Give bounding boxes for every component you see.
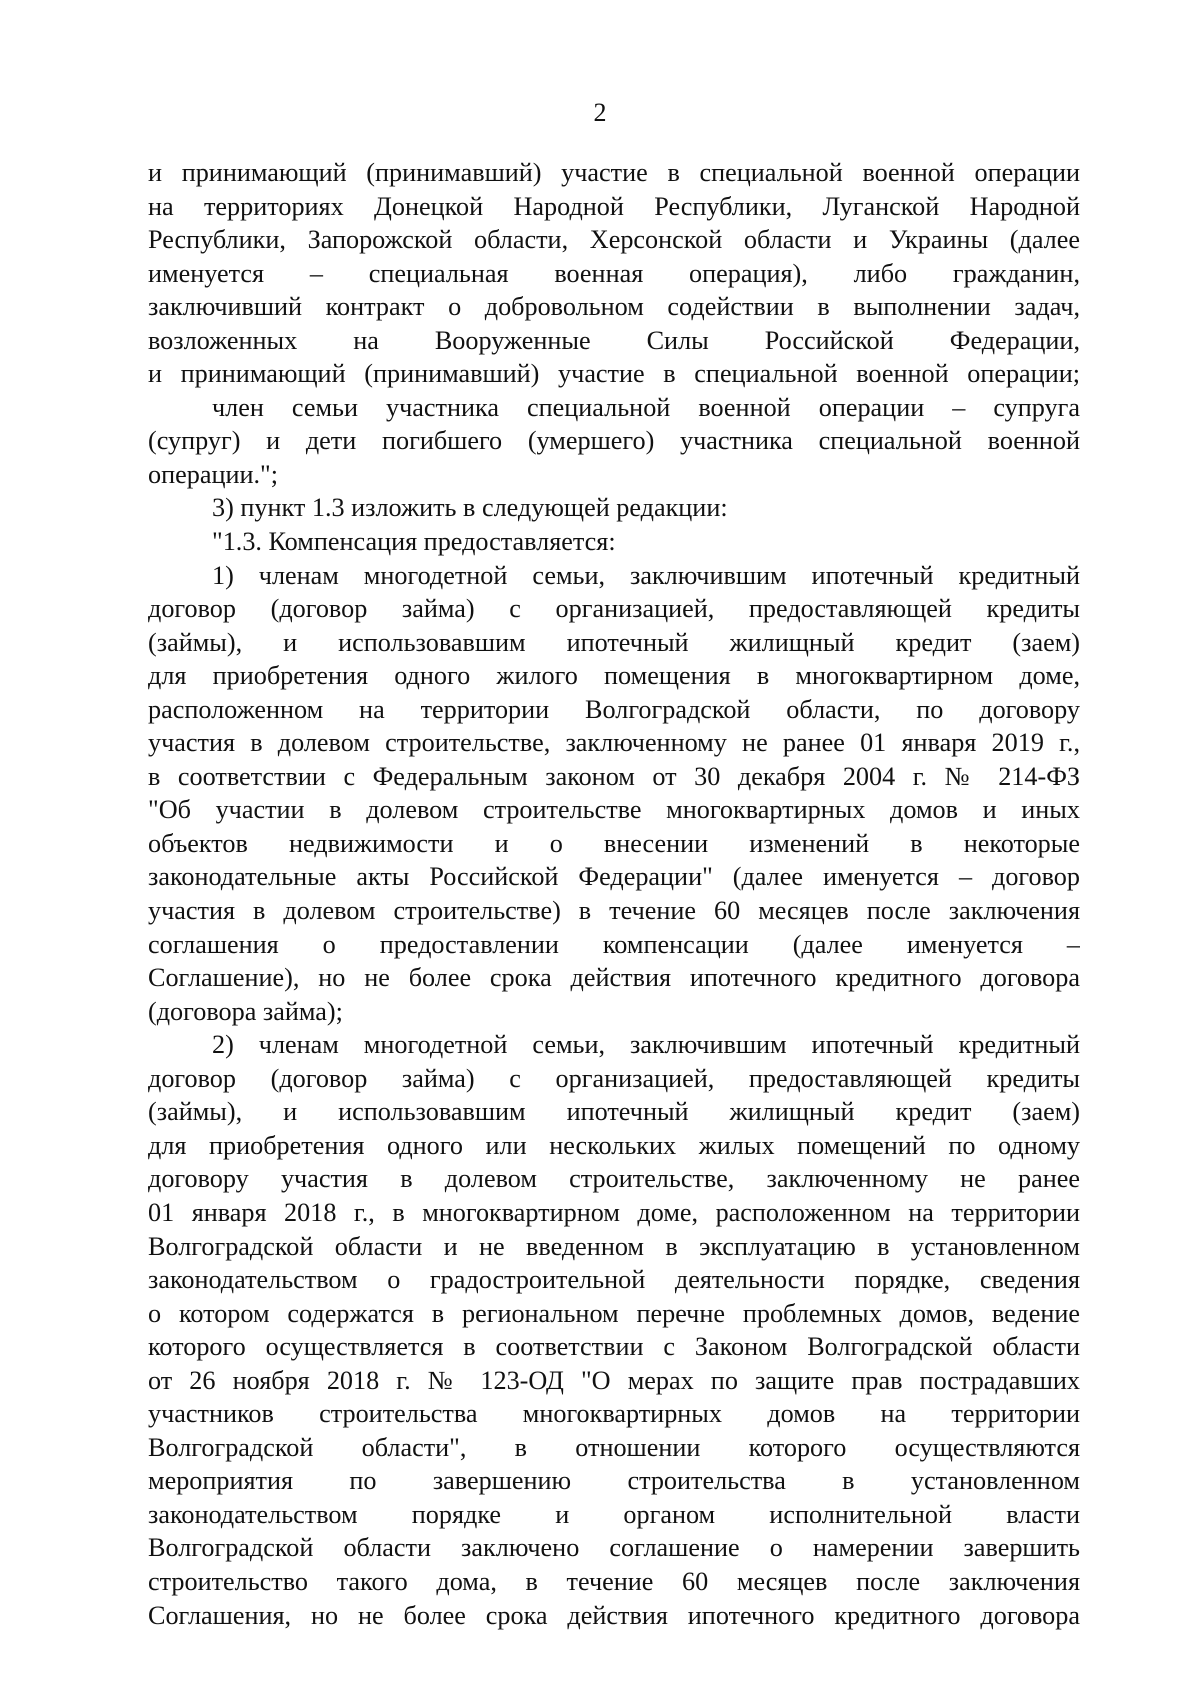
text-line: от 26 ноября 2018 г. № 123-ОД "О мерах по защите прав пострадавших [148,1365,1080,1395]
text-line: Республики, Запорожской области, Херсонской области и Украины (далее [148,225,1080,255]
text-line: мероприятия по завершению строительства в установленном [148,1466,1080,1496]
text-line: "1.3. Компенсация предоставляется: [212,527,616,557]
text-line: законодательные акты Российской Федерации" (далее именуется – договор [148,862,1080,892]
text-line: Волгоградской области", в отношении которого осуществляются [148,1432,1080,1462]
text-line: участников строительства многоквартирных домов на территории [148,1399,1080,1429]
text-line: для приобретения одного жилого помещения в многоквартирном доме, [148,661,1080,691]
text-line: 01 января 2018 г., в многоквартирном доме, расположенном на территории [148,1197,1080,1227]
text-line: Волгоградской области и не введенном в эксплуатацию в установленном [148,1231,1080,1261]
text-line: Волгоградской области заключено соглашение о намерении завершить [148,1533,1080,1563]
text-line: 3) пункт 1.3 изложить в следующей редакции: [212,493,728,523]
text-line: 1) членам многодетной семьи, заключившим ипотечный кредитный [212,560,1080,590]
text-line: (договора займа); [148,996,343,1026]
text-line: договору участия в долевом строительстве, заключенному не ранее [148,1164,1080,1194]
text-line: "Об участии в долевом строительстве многоквартирных домов и иных [148,795,1080,825]
text-line: именуется – специальная военная операция), либо гражданин, [148,258,1080,288]
text-line: и принимающий (принимавший) участие в специальной военной операции [148,158,1080,187]
text-line: 2) членам многодетной семьи, заключившим ипотечный кредитный [212,1030,1080,1060]
page-number: 2 [593,98,607,127]
text-line: которого осуществляется в соответствии с Законом Волгоградской области [148,1332,1080,1362]
text-line: договор (договор займа) с организацией, предоставляющей кредиты [148,594,1080,624]
text-line: Соглашение), но не более срока действия ипотечного кредитного договора [148,963,1080,993]
text-line: объектов недвижимости и о внесении изменений в некоторые [148,828,1080,858]
text-line: участия в долевом строительстве, заключенному не ранее 01 января 2019 г., [148,728,1080,758]
text-line: для приобретения одного или нескольких жилых помещений по одному [148,1130,1080,1160]
text-line: строительство такого дома, в течение 60 месяцев после заключения [148,1566,1080,1596]
text-line: Соглашения, но не более срока действия ипотечного кредитного договора [148,1600,1080,1630]
text-line: (займы), и использовавшим ипотечный жилищный кредит (заем) [148,1097,1080,1127]
text-line: расположенном на территории Волгоградской области, по договору [148,694,1080,724]
text-line: и принимающий (принимавший) участие в специальной военной операции; [148,359,1080,389]
text-line: на территориях Донецкой Народной Республики, Луганской Народной [148,191,1080,221]
text-line: договор (договор займа) с организацией, предоставляющей кредиты [148,1063,1080,1093]
document-body [148,156,1080,1632]
text-line: (займы), и использовавшим ипотечный жилищный кредит (заем) [148,627,1080,657]
text-line: член семьи участника специальной военной операции – супруга [212,392,1080,422]
text-line: законодательством порядке и органом исполнительной власти [148,1499,1080,1529]
text-line: соглашения о предоставлении компенсации (далее именуется – [148,929,1080,959]
text-line: в соответствии с Федеральным законом от 30 декабря 2004 г. № 214-ФЗ [148,761,1080,791]
text-line: возложенных на Вооруженные Силы Российской Федерации, [148,325,1080,355]
text-line: операции."; [148,459,279,489]
text-line: законодательством о градостроительной деятельности порядке, сведения [148,1265,1080,1295]
text-line: о котором содержатся в региональном перечне проблемных домов, ведение [148,1298,1080,1328]
text-line: (супруг) и дети погибшего (умершего) участника специальной военной [148,426,1080,456]
text-line: заключивший контракт о добровольном содействии в выполнении задач, [148,292,1080,322]
text-line: участия в долевом строительстве) в течение 60 месяцев после заключения [148,896,1080,926]
